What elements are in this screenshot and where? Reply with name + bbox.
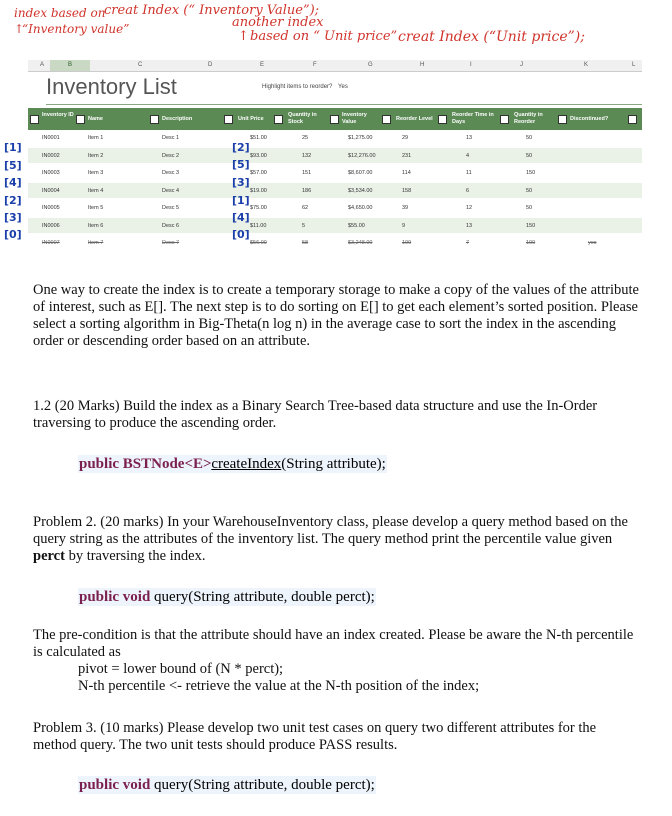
highlight-setting[interactable] [262, 84, 348, 90]
table-cell[interactable]: 39 [402, 205, 409, 211]
table-cell[interactable]: 109 [402, 240, 412, 246]
code-query-2 [78, 776, 376, 794]
table-cell[interactable]: 132 [302, 152, 312, 159]
problem-2-text: Problem 2. (20 marks) In your WarehouseInventory class, please develop a query method based on the query string as the attributes of the inventory list. The query method print the percentile value given [33, 514, 628, 547]
column-letter[interactable]: F [313, 62, 317, 68]
table-row[interactable] [28, 200, 642, 215]
paragraph-bst-index: 1.2 (20 Marks) Build the index as a Binary Search Tree-based data structure and use the In-Order traversing to produce the ascending order. [33, 398, 598, 431]
table-cell[interactable]: 50 [526, 205, 533, 211]
code-args: (String attribute, double perct); [188, 777, 375, 793]
perct-term: perct [33, 548, 65, 564]
table-row[interactable] [28, 183, 642, 198]
annotation-bracket: [0] [4, 228, 22, 241]
code-args: (String attribute); [281, 456, 386, 472]
filter-dropdown-icon[interactable] [438, 115, 447, 124]
filter-dropdown-icon[interactable] [500, 115, 509, 124]
table-cell[interactable]: $19.00 [250, 187, 267, 194]
table-cell[interactable]: Desc 3 [162, 170, 180, 176]
column-letter[interactable]: J [520, 62, 523, 68]
table-cell[interactable]: 62 [302, 205, 309, 211]
table-cell[interactable]: 231 [402, 152, 412, 159]
arrow-up-icon: ↑ [238, 29, 249, 44]
annotation-bracket: [4] [232, 211, 250, 224]
table-cell[interactable]: 158 [402, 187, 412, 194]
code-keyword: public [79, 589, 120, 605]
code-type: void [122, 589, 151, 605]
table-cell[interactable]: $56.00 [250, 240, 267, 246]
table-cell[interactable]: Item 1 [88, 135, 104, 141]
annotation-bracket: [0] [232, 228, 250, 241]
filter-dropdown-icon[interactable] [382, 115, 391, 124]
filter-dropdown-icon[interactable] [628, 115, 637, 124]
problem-2-text-end: by traversing the index. [64, 548, 206, 564]
header-inventory-id[interactable]: Inventory ID [42, 112, 74, 118]
table-cell[interactable]: $93.00 [250, 152, 267, 159]
table-cell[interactable]: 186 [302, 187, 312, 194]
annotation-based-on-unit-price: based on “ Unit price” [250, 29, 398, 44]
table-cell[interactable]: 4 [466, 152, 470, 159]
table-cell[interactable]: Desc 5 [162, 205, 180, 211]
code-type: BSTNode<E> [122, 456, 212, 472]
annotation-create-index-inventory-value: creat Index (“ Inventory Value”); [104, 3, 320, 18]
column-header-bar [28, 60, 642, 72]
table-cell[interactable]: 50 [526, 135, 533, 141]
table-cell[interactable]: $4,650.00 [348, 205, 373, 211]
table-header-row [28, 108, 642, 130]
table-cell[interactable]: $11.00 [250, 222, 267, 229]
column-letter[interactable]: B [50, 60, 90, 71]
filter-dropdown-icon[interactable] [150, 115, 159, 124]
paragraph-index-creation: One way to create the index is to create a temporary storage to make a copy of the values of the attribute of interest, such as E[]. The next step is to do sorting on E[] to get each element’s sorted position. Please select a sorting algorithm in Big-Theta(n log n) in the average case to sort the index in the ascending order or descending order based on an attribute. [33, 282, 639, 349]
annotation-another-index: another index [232, 15, 324, 30]
table-cell[interactable]: 9 [402, 222, 406, 229]
filter-dropdown-icon[interactable] [224, 115, 233, 124]
table-cell[interactable]: 25 [302, 135, 309, 141]
table-cell[interactable]: 58 [302, 240, 309, 246]
table-cell[interactable]: 114 [402, 170, 411, 176]
column-letter[interactable]: D [208, 62, 213, 68]
arrow-up-icon: ↑ [14, 22, 25, 36]
pivot-formula: pivot = lower bound of (N * perct); [78, 661, 284, 677]
table-row[interactable] [28, 130, 642, 145]
percentile-formula: N-th percentile <- retrieve the value at the N-th position of the index; [78, 678, 480, 694]
table-cell[interactable]: $57.00 [250, 170, 267, 176]
table-row[interactable] [28, 165, 642, 180]
table-row[interactable] [28, 218, 642, 233]
column-letter[interactable]: A [40, 62, 45, 68]
header-quantity-in-reorder[interactable]: Quantity in Reorder [514, 112, 543, 125]
paragraph-problem-2 [33, 514, 643, 565]
table-cell[interactable]: $1,275.00 [348, 135, 373, 141]
table-cell[interactable]: Desc 7 [162, 240, 180, 246]
filter-dropdown-icon[interactable] [76, 115, 85, 124]
table-cell[interactable]: IN0006 [42, 222, 60, 229]
code-create-index [78, 455, 387, 473]
table-cell[interactable]: $8,607.00 [348, 170, 373, 176]
code-type: void [122, 777, 151, 793]
table-cell[interactable]: 13 [466, 135, 473, 141]
annotation-bracket: [3] [232, 176, 250, 189]
inventory-spreadsheet [28, 60, 642, 266]
header-unit-price[interactable]: Unit Price [238, 116, 264, 122]
annotation-bracket: [1] [232, 194, 250, 207]
header-reorder-level[interactable]: Reorder Level [396, 116, 433, 122]
annotation-bracket: [3] [4, 211, 22, 224]
paragraph-problem-3: Problem 3. (10 marks) Please develop two unit test cases on query two different attributes for the method query. The two unit tests should produce PASS results. [33, 720, 597, 753]
table-row[interactable] [28, 235, 642, 250]
table-cell[interactable]: $51.00 [250, 135, 267, 141]
table-cell[interactable]: Item 4 [88, 187, 104, 194]
paragraph-precondition: The pre-condition is that the attribute should have an index created. Please be aware the N-th percentile is calculated as [33, 627, 634, 660]
table-cell[interactable]: Item 5 [88, 205, 104, 211]
header-reorder-time[interactable]: Reorder Time in Days [452, 112, 494, 125]
table-cell[interactable]: 11 [466, 170, 472, 176]
table-cell[interactable]: $3,534.00 [348, 187, 373, 194]
table-cell[interactable]: $3,248.00 [348, 240, 373, 246]
code-method-name: query [154, 777, 189, 793]
table-cell[interactable]: 12 [466, 205, 473, 211]
column-letter[interactable]: G [368, 62, 373, 68]
sheet-title: Inventory List [46, 74, 177, 99]
column-letter[interactable]: C [138, 62, 143, 68]
table-cell[interactable]: Desc 1 [162, 135, 180, 141]
table-cell[interactable]: IN0001 [42, 135, 60, 141]
table-cell[interactable]: 13 [466, 222, 473, 229]
annotation-create-index-unit-price: creat Index (“Unit price”); [398, 29, 585, 45]
table-cell[interactable]: 29 [402, 135, 409, 141]
table-cell[interactable]: 151 [302, 170, 312, 176]
table-cell[interactable]: 50 [526, 187, 533, 194]
highlight-value[interactable]: Yes [338, 84, 348, 90]
annotation-bracket: [2] [4, 194, 22, 207]
table-cell[interactable]: IN0002 [42, 152, 60, 159]
column-letter[interactable]: K [584, 62, 589, 68]
table-cell[interactable]: IN0003 [42, 170, 60, 176]
code-method-name: query [154, 589, 189, 605]
header-description[interactable]: Description [162, 116, 193, 122]
filter-dropdown-icon[interactable] [558, 115, 567, 124]
annotation-bracket: [5] [4, 159, 22, 172]
column-letter[interactable]: I [470, 62, 472, 68]
table-cell[interactable]: Desc 2 [162, 152, 180, 159]
filter-dropdown-icon[interactable] [330, 115, 339, 124]
table-cell[interactable]: $12,276.00 [348, 152, 376, 159]
table-cell[interactable]: 6 [466, 187, 470, 194]
code-keyword: public [79, 777, 120, 793]
table-cell[interactable]: IN0004 [42, 187, 60, 194]
filter-dropdown-icon[interactable] [30, 115, 39, 124]
highlight-label: Highlight items to reorder? [262, 84, 333, 90]
code-args: (String attribute, double perct); [188, 589, 375, 605]
table-cell[interactable]: Item 3 [88, 170, 104, 176]
annotation-bracket: [4] [4, 176, 22, 189]
table-cell[interactable]: yes [588, 240, 597, 246]
code-query [78, 588, 376, 606]
table-cell[interactable]: Item 6 [88, 222, 104, 229]
table-cell[interactable]: $55.00 [348, 222, 365, 229]
table-cell[interactable]: Desc 4 [162, 187, 180, 194]
header-name[interactable]: Name [88, 116, 103, 122]
table-cell[interactable]: 7 [466, 240, 470, 246]
table-cell[interactable]: 5 [302, 222, 306, 229]
header-inventory-value[interactable]: Inventory Value [342, 112, 367, 125]
annotation-bracket: [2] [232, 141, 250, 154]
column-letter[interactable]: E [260, 62, 265, 68]
table-cell[interactable]: Item 7 [88, 240, 104, 246]
table-cell[interactable]: 50 [526, 152, 533, 159]
table-cell[interactable]: IN0005 [42, 205, 60, 211]
table-cell[interactable]: IN0007 [42, 240, 60, 246]
table-cell[interactable]: 150 [526, 222, 536, 229]
table-row[interactable] [28, 148, 642, 163]
header-quantity-in-stock[interactable]: Quantity in Stock [288, 112, 317, 125]
code-method-name: createIndex [211, 456, 282, 472]
annotation-inventory-value: “Inventory value” [22, 22, 130, 36]
table-cell[interactable]: Item 2 [88, 152, 104, 159]
table-cell[interactable]: 100 [526, 240, 536, 246]
column-letter[interactable]: L [632, 62, 636, 68]
header-discontinued[interactable]: Discontinued? [570, 116, 609, 122]
column-letter[interactable]: H [420, 62, 425, 68]
table-cell[interactable]: $75.00 [250, 205, 267, 211]
filter-dropdown-icon[interactable] [274, 115, 283, 124]
divider [46, 104, 642, 105]
annotation-index-based-on: index based on [14, 6, 106, 20]
table-cell[interactable]: Desc 6 [162, 222, 180, 229]
annotation-bracket: [1] [4, 141, 22, 154]
table-cell[interactable]: 150 [526, 170, 536, 176]
code-keyword: public [79, 456, 120, 472]
annotation-bracket: [5] [232, 158, 250, 171]
